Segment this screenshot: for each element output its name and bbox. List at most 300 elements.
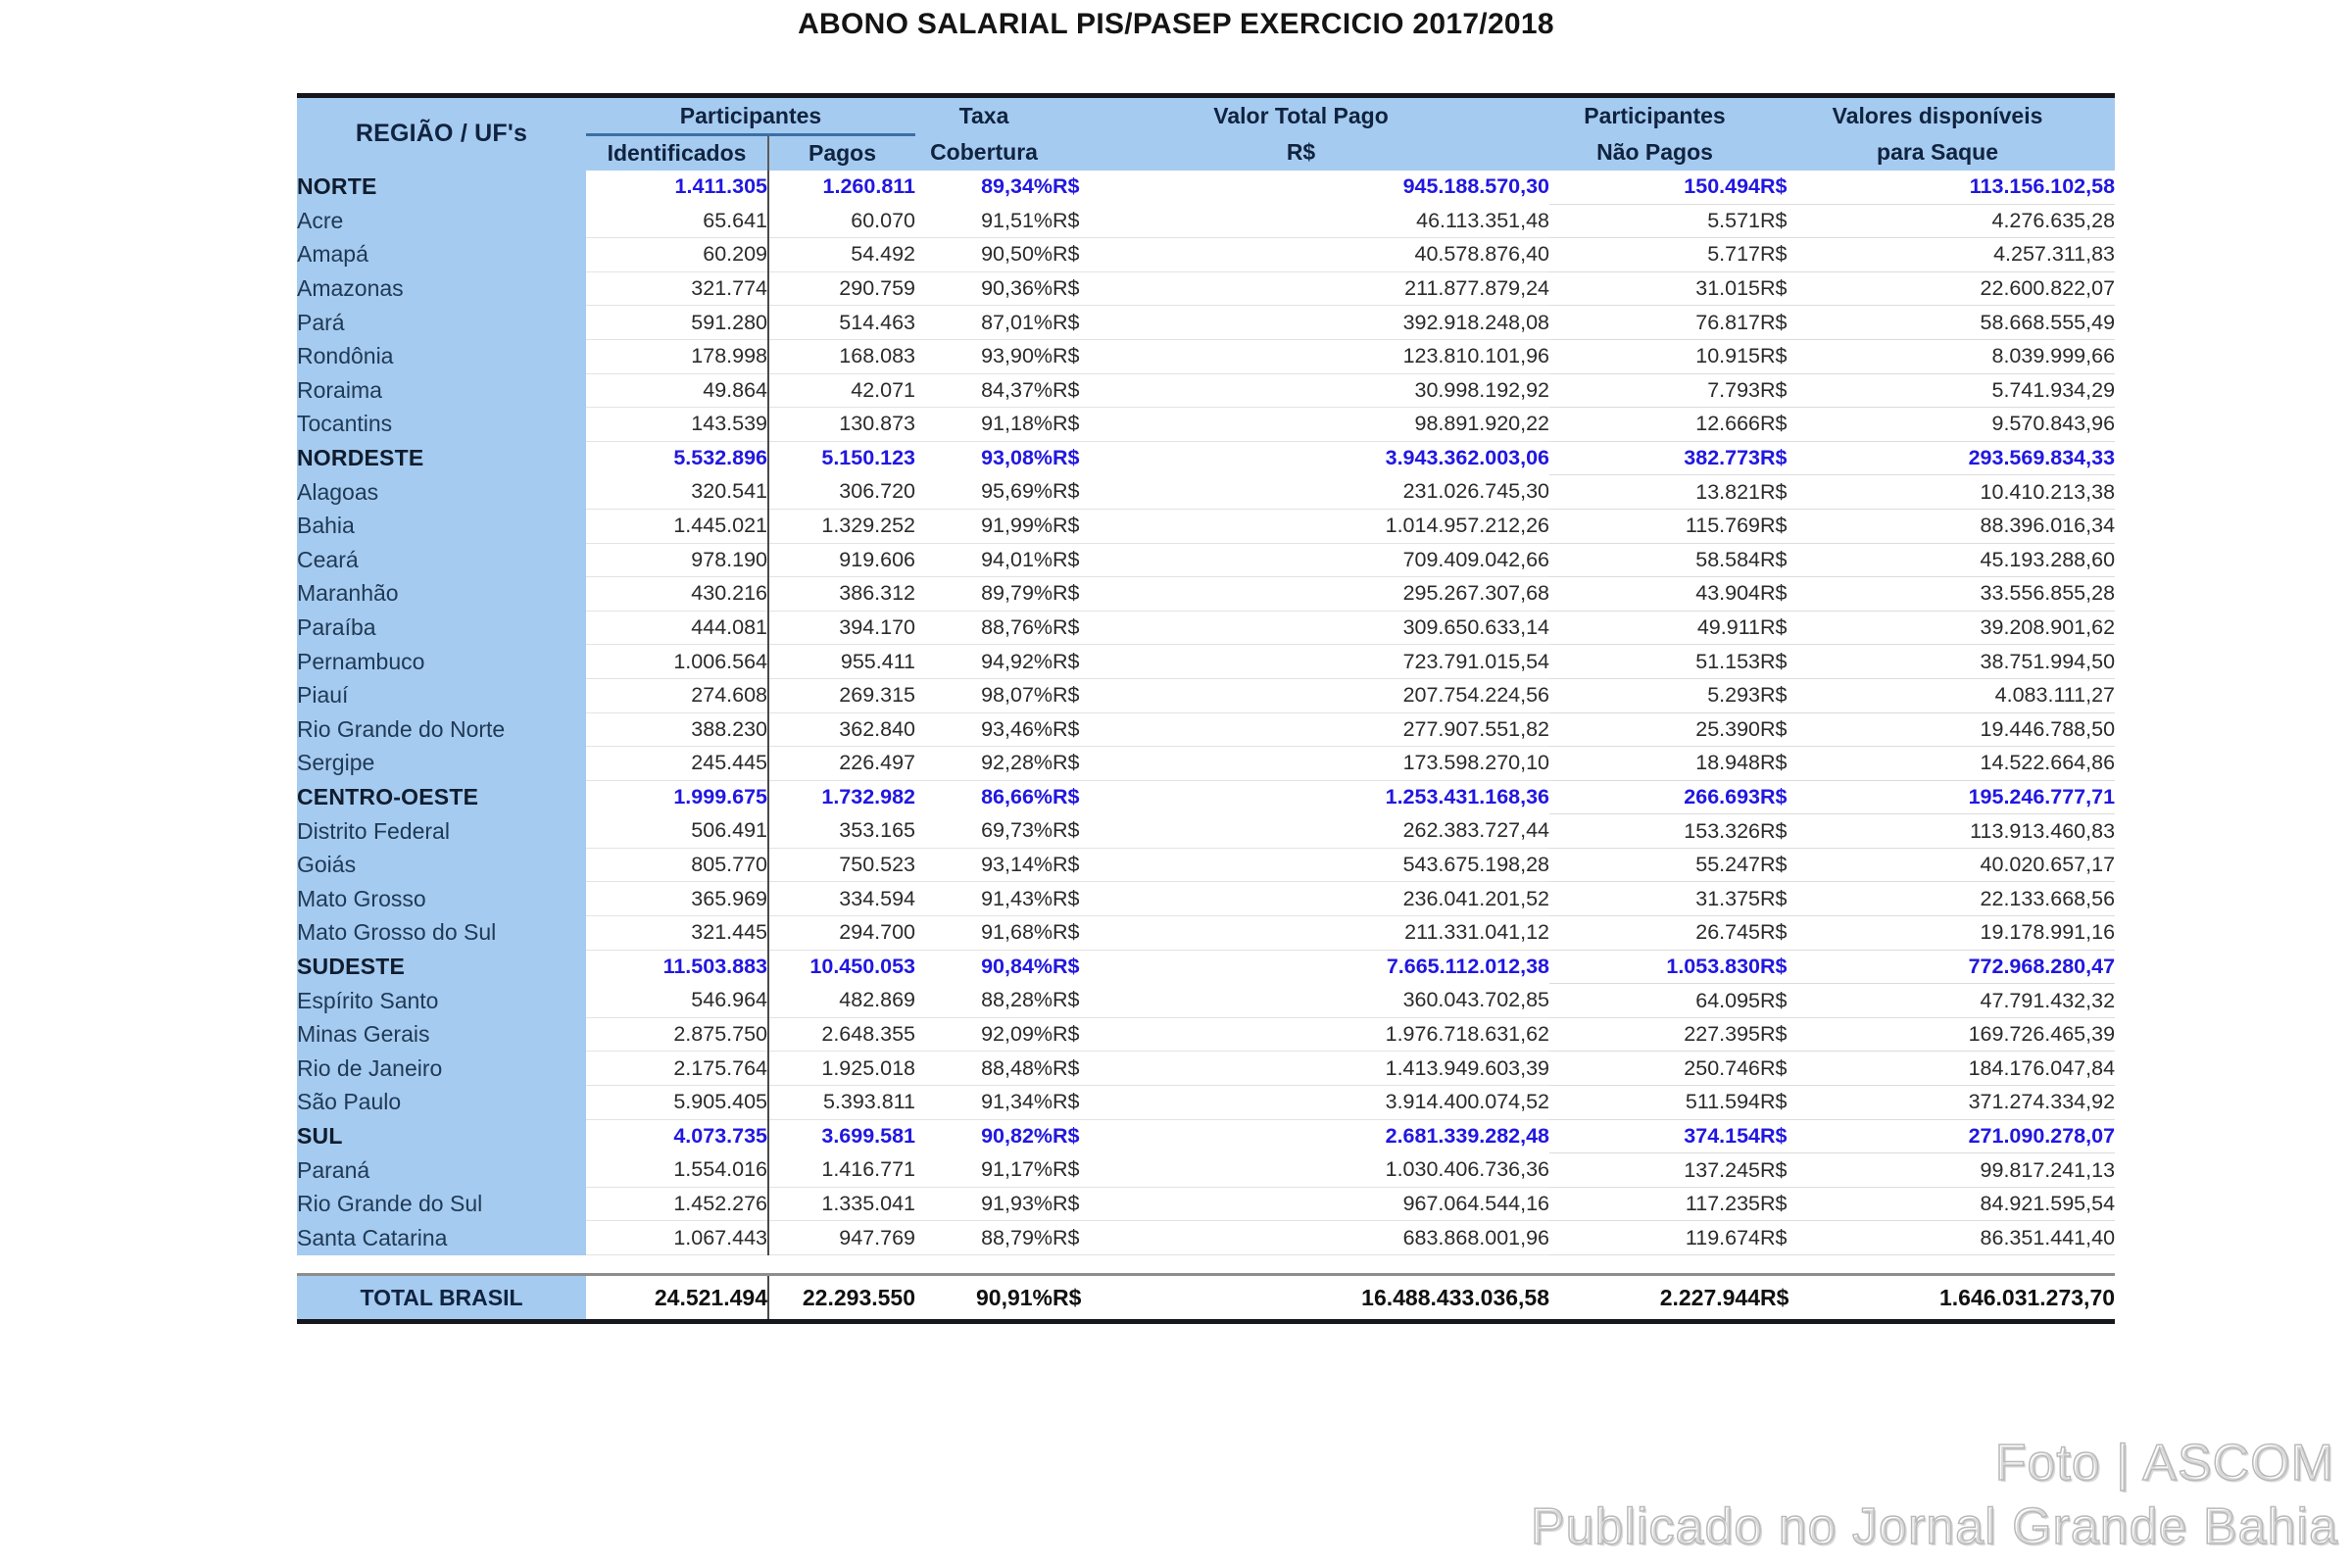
row-valor-disponivel: 19.178.991,16 bbox=[1811, 916, 2115, 951]
row-valor-disponivel: 84.921.595,54 bbox=[1811, 1187, 2115, 1221]
row-region-name: Mato Grosso bbox=[297, 882, 586, 916]
row-currency-2: R$ bbox=[1760, 814, 1811, 849]
row-currency-1: R$ bbox=[1053, 916, 1103, 951]
row-taxa: 93,08% bbox=[981, 446, 1054, 470]
row-valor-total: 7.665.112.012,38 bbox=[1386, 955, 1550, 979]
table-row bbox=[297, 543, 2115, 577]
total-identificados: 24.521.494 bbox=[586, 1275, 768, 1322]
total-taxa: 90,91% bbox=[915, 1275, 1053, 1322]
table-body bbox=[297, 171, 2115, 1255]
row-currency-1: R$ bbox=[1053, 1221, 1103, 1255]
row-taxa: 98,07% bbox=[915, 678, 1053, 712]
row-pagos: 3.699.581 bbox=[821, 1124, 916, 1149]
row-taxa: 91,68% bbox=[915, 916, 1053, 951]
row-region-name: SUL bbox=[297, 1119, 586, 1153]
table-row bbox=[297, 848, 2115, 882]
row-identificados: 2.175.764 bbox=[586, 1052, 768, 1086]
row-region-name: Ceará bbox=[297, 543, 586, 577]
row-taxa: 89,34% bbox=[981, 174, 1054, 199]
table-row bbox=[297, 306, 2115, 340]
table-row bbox=[297, 577, 2115, 612]
row-identificados: 321.774 bbox=[586, 271, 768, 306]
table-row bbox=[297, 1086, 2115, 1120]
row-pagos: 362.840 bbox=[768, 712, 915, 747]
row-currency-2: R$ bbox=[1760, 678, 1811, 712]
row-currency-1: R$ bbox=[1053, 174, 1080, 199]
row-nao-pagos: 250.746 bbox=[1549, 1052, 1760, 1086]
row-valor-total: 123.810.101,96 bbox=[1103, 339, 1549, 373]
row-valor-total: 46.113.351,48 bbox=[1103, 204, 1549, 238]
row-region-name: Rio Grande do Norte bbox=[297, 712, 586, 747]
row-valor-total: 211.331.041,12 bbox=[1103, 916, 1549, 951]
row-pagos: 353.165 bbox=[768, 814, 915, 849]
header-region-uf: REGIÃO / UF's bbox=[297, 96, 586, 171]
row-taxa: 88,79% bbox=[915, 1221, 1053, 1255]
row-taxa: 92,09% bbox=[915, 1017, 1053, 1052]
row-valor-disponivel: 14.522.664,86 bbox=[1811, 747, 2115, 781]
row-region-name: Pernambuco bbox=[297, 645, 586, 679]
row-currency-1: R$ bbox=[1053, 306, 1103, 340]
row-currency-1: R$ bbox=[1053, 1124, 1080, 1149]
row-currency-1: R$ bbox=[1053, 577, 1103, 612]
row-region-name: Mato Grosso do Sul bbox=[297, 916, 586, 951]
row-currency-2: R$ bbox=[1760, 1153, 1811, 1188]
total-disponivel: 1.646.031.273,70 bbox=[1811, 1275, 2115, 1322]
table-row bbox=[297, 238, 2115, 272]
row-pagos: 2.648.355 bbox=[768, 1017, 915, 1052]
row-valor-disponivel: 38.751.994,50 bbox=[1811, 645, 2115, 679]
row-valor-disponivel: 5.741.934,29 bbox=[1811, 373, 2115, 408]
row-pagos: 306.720 bbox=[768, 475, 915, 510]
row-taxa: 94,01% bbox=[915, 543, 1053, 577]
row-taxa: 91,51% bbox=[915, 204, 1053, 238]
row-nao-pagos: 374.154 bbox=[1549, 1119, 1760, 1153]
row-taxa: 90,84% bbox=[981, 955, 1054, 979]
row-valor-total: 392.918.248,08 bbox=[1103, 306, 1549, 340]
table-row bbox=[297, 611, 2115, 645]
row-taxa: 91,43% bbox=[915, 882, 1053, 916]
row-region-name: NORTE bbox=[297, 171, 586, 205]
row-valor-disponivel: 58.668.555,49 bbox=[1811, 306, 2115, 340]
row-nao-pagos: 227.395 bbox=[1549, 1017, 1760, 1052]
row-pagos: 750.523 bbox=[768, 848, 915, 882]
row-identificados: 1.452.276 bbox=[586, 1187, 768, 1221]
row-identificados: 320.541 bbox=[586, 475, 768, 510]
header-cobertura: Cobertura bbox=[915, 135, 1053, 171]
row-valor-disponivel: 4.083.111,27 bbox=[1811, 678, 2115, 712]
header-valores-disponiveis: Valores disponíveis bbox=[1760, 96, 2115, 135]
row-valor-disponivel: 45.193.288,60 bbox=[1811, 543, 2115, 577]
header-participantes-nao: Participantes bbox=[1549, 96, 1760, 135]
row-identificados: 5.532.896 bbox=[586, 441, 768, 475]
table-row bbox=[297, 678, 2115, 712]
row-valor-total: 236.041.201,52 bbox=[1103, 882, 1549, 916]
table-row bbox=[297, 1017, 2115, 1052]
table-row bbox=[297, 984, 2115, 1018]
row-taxa: 93,14% bbox=[915, 848, 1053, 882]
table-row bbox=[297, 916, 2115, 951]
row-currency-2: R$ bbox=[1760, 611, 1811, 645]
row-currency-1: R$ bbox=[1053, 408, 1103, 442]
row-identificados: 245.445 bbox=[586, 747, 768, 781]
row-nao-pagos: 1.053.830 bbox=[1549, 950, 1760, 984]
row-taxa: 93,90% bbox=[915, 339, 1053, 373]
row-pagos: 60.070 bbox=[768, 204, 915, 238]
row-currency-2: R$ bbox=[1760, 509, 1811, 543]
row-nao-pagos: 13.821 bbox=[1549, 475, 1760, 510]
watermark-publisher: Publicado no Jornal Grande Bahia bbox=[1530, 1498, 2338, 1555]
watermark-credit: Foto | ASCOM bbox=[1994, 1435, 2334, 1492]
row-pagos: 5.150.123 bbox=[821, 446, 916, 470]
row-identificados: 321.445 bbox=[586, 916, 768, 951]
row-region-name: Amazonas bbox=[297, 271, 586, 306]
row-region-name: Distrito Federal bbox=[297, 814, 586, 849]
total-label: TOTAL BRASIL bbox=[297, 1275, 586, 1322]
row-region-name: Roraima bbox=[297, 373, 586, 408]
row-valor-disponivel: 22.600.822,07 bbox=[1811, 271, 2115, 306]
header-para-saque: para Saque bbox=[1760, 135, 2115, 171]
row-nao-pagos: 137.245 bbox=[1549, 1153, 1760, 1188]
row-pagos: 294.700 bbox=[768, 916, 915, 951]
row-currency-1: R$ bbox=[1053, 271, 1103, 306]
row-pagos: 226.497 bbox=[768, 747, 915, 781]
row-taxa: 91,99% bbox=[915, 509, 1053, 543]
row-currency-1: R$ bbox=[1053, 814, 1103, 849]
header-identificados: Identificados bbox=[586, 135, 768, 171]
row-currency-1: R$ bbox=[1053, 373, 1103, 408]
row-nao-pagos: 5.293 bbox=[1549, 678, 1760, 712]
row-valor-total: 945.188.570,30 bbox=[1402, 174, 1550, 199]
total-brasil-row bbox=[297, 1275, 2115, 1322]
row-region-name: Goiás bbox=[297, 848, 586, 882]
row-taxa: 88,76% bbox=[915, 611, 1053, 645]
row-identificados: 805.770 bbox=[586, 848, 768, 882]
table-row bbox=[297, 1221, 2115, 1255]
row-nao-pagos: 511.594 bbox=[1549, 1086, 1760, 1120]
row-nao-pagos: 51.153 bbox=[1549, 645, 1760, 679]
row-nao-pagos: 76.817 bbox=[1549, 306, 1760, 340]
row-valor-total: 3.943.362.003,06 bbox=[1385, 446, 1550, 470]
row-identificados: 1.411.305 bbox=[586, 171, 768, 205]
row-currency-2: R$ bbox=[1760, 271, 1811, 306]
row-identificados: 506.491 bbox=[586, 814, 768, 849]
row-taxa: 86,66% bbox=[981, 785, 1054, 809]
row-identificados: 274.608 bbox=[586, 678, 768, 712]
row-valor-total: 1.014.957.212,26 bbox=[1103, 509, 1549, 543]
row-currency-2: R$ bbox=[1760, 1221, 1811, 1255]
row-currency-2: R$ bbox=[1760, 373, 1811, 408]
row-identificados: 60.209 bbox=[586, 238, 768, 272]
page-title: ABONO SALARIAL PIS/PASEP EXERCICIO 2017/2018 bbox=[798, 8, 1554, 40]
row-nao-pagos: 58.584 bbox=[1549, 543, 1760, 577]
row-currency-2: R$ bbox=[1760, 339, 1811, 373]
row-valor-disponivel: 47.791.432,32 bbox=[1811, 984, 2115, 1018]
row-nao-pagos: 115.769 bbox=[1549, 509, 1760, 543]
row-valor-total: 967.064.544,16 bbox=[1103, 1187, 1549, 1221]
row-region-name: Bahia bbox=[297, 509, 586, 543]
row-currency-2: R$ bbox=[1760, 171, 1811, 205]
row-currency-2: R$ bbox=[1760, 306, 1811, 340]
table-row bbox=[297, 814, 2115, 849]
row-region-name: Rio de Janeiro bbox=[297, 1052, 586, 1086]
row-pagos: 42.071 bbox=[768, 373, 915, 408]
row-pagos: 54.492 bbox=[768, 238, 915, 272]
row-valor-disponivel: 99.817.241,13 bbox=[1811, 1153, 2115, 1188]
row-region-name: Pará bbox=[297, 306, 586, 340]
table-row bbox=[297, 780, 2115, 814]
row-currency-1: R$ bbox=[1053, 785, 1080, 809]
row-taxa: 90,82% bbox=[981, 1124, 1054, 1149]
row-taxa: 95,69% bbox=[915, 475, 1053, 510]
row-valor-total: 1.976.718.631,62 bbox=[1103, 1017, 1549, 1052]
row-region-name: Paraná bbox=[297, 1153, 586, 1188]
row-currency-1: R$ bbox=[1053, 238, 1103, 272]
table-row bbox=[297, 950, 2115, 984]
row-currency-2: R$ bbox=[1760, 984, 1811, 1018]
row-region-name: Amapá bbox=[297, 238, 586, 272]
row-valor-total: 1.030.406.736,36 bbox=[1103, 1153, 1549, 1188]
row-identificados: 388.230 bbox=[586, 712, 768, 747]
row-valor-disponivel: 195.246.777,71 bbox=[1811, 780, 2115, 814]
row-currency-1: R$ bbox=[1053, 339, 1103, 373]
row-taxa: 91,93% bbox=[915, 1187, 1053, 1221]
row-currency-1: R$ bbox=[1053, 611, 1103, 645]
row-identificados: 49.864 bbox=[586, 373, 768, 408]
row-pagos: 482.869 bbox=[768, 984, 915, 1018]
row-currency-1: R$ bbox=[1053, 1153, 1103, 1188]
row-currency-2: R$ bbox=[1760, 780, 1811, 814]
row-nao-pagos: 18.948 bbox=[1549, 747, 1760, 781]
table-header bbox=[297, 96, 2115, 171]
row-valor-disponivel: 113.156.102,58 bbox=[1811, 171, 2115, 205]
row-pagos: 334.594 bbox=[768, 882, 915, 916]
row-valor-total: 360.043.702,85 bbox=[1103, 984, 1549, 1018]
row-nao-pagos: 43.904 bbox=[1549, 577, 1760, 612]
row-nao-pagos: 150.494 bbox=[1549, 171, 1760, 205]
row-valor-disponivel: 4.276.635,28 bbox=[1811, 204, 2115, 238]
row-currency-2: R$ bbox=[1760, 848, 1811, 882]
row-taxa: 89,79% bbox=[915, 577, 1053, 612]
row-currency-2: R$ bbox=[1760, 1187, 1811, 1221]
row-region-name: Rondônia bbox=[297, 339, 586, 373]
row-currency-1: R$ bbox=[1053, 475, 1103, 510]
row-currency-2: R$ bbox=[1760, 645, 1811, 679]
row-taxa: 91,17% bbox=[915, 1153, 1053, 1188]
row-valor-total: 30.998.192,92 bbox=[1103, 373, 1549, 408]
row-valor-disponivel: 22.133.668,56 bbox=[1811, 882, 2115, 916]
row-nao-pagos: 49.911 bbox=[1549, 611, 1760, 645]
row-pagos: 1.335.041 bbox=[768, 1187, 915, 1221]
row-region-name: Paraíba bbox=[297, 611, 586, 645]
header-valor-unit: R$ bbox=[1053, 135, 1549, 171]
row-currency-2: R$ bbox=[1760, 916, 1811, 951]
row-nao-pagos: 119.674 bbox=[1549, 1221, 1760, 1255]
row-valor-disponivel: 8.039.999,66 bbox=[1811, 339, 2115, 373]
header-taxa: Taxa bbox=[915, 96, 1053, 135]
row-valor-disponivel: 772.968.280,47 bbox=[1811, 950, 2115, 984]
row-taxa: 69,73% bbox=[915, 814, 1053, 849]
row-region-name: Espírito Santo bbox=[297, 984, 586, 1018]
row-nao-pagos: 5.717 bbox=[1549, 238, 1760, 272]
table-row bbox=[297, 339, 2115, 373]
row-currency-2: R$ bbox=[1760, 1119, 1811, 1153]
row-valor-disponivel: 184.176.047,84 bbox=[1811, 1052, 2115, 1086]
row-nao-pagos: 31.375 bbox=[1549, 882, 1760, 916]
row-nao-pagos: 55.247 bbox=[1549, 848, 1760, 882]
row-valor-total: 231.026.745,30 bbox=[1103, 475, 1549, 510]
total-pagos: 22.293.550 bbox=[768, 1275, 915, 1322]
row-pagos: 5.393.811 bbox=[768, 1086, 915, 1120]
row-currency-1: R$ bbox=[1053, 509, 1103, 543]
table-row bbox=[297, 747, 2115, 781]
row-valor-disponivel: 113.913.460,83 bbox=[1811, 814, 2115, 849]
row-currency-2: R$ bbox=[1760, 712, 1811, 747]
row-taxa: 88,48% bbox=[915, 1052, 1053, 1086]
row-identificados: 11.503.883 bbox=[586, 950, 768, 984]
row-nao-pagos: 7.793 bbox=[1549, 373, 1760, 408]
row-valor-disponivel: 88.396.016,34 bbox=[1811, 509, 2115, 543]
row-valor-total: 98.891.920,22 bbox=[1103, 408, 1549, 442]
row-currency-1: R$ bbox=[1053, 543, 1103, 577]
row-nao-pagos: 64.095 bbox=[1549, 984, 1760, 1018]
total-valor: 16.488.433.036,58 bbox=[1103, 1275, 1549, 1322]
total-nao-pagos: 2.227.944 bbox=[1549, 1275, 1760, 1322]
row-valor-disponivel: 10.410.213,38 bbox=[1811, 475, 2115, 510]
row-region-name: Sergipe bbox=[297, 747, 586, 781]
row-identificados: 1.006.564 bbox=[586, 645, 768, 679]
row-currency-2: R$ bbox=[1760, 441, 1811, 475]
row-taxa: 90,50% bbox=[915, 238, 1053, 272]
row-pagos: 168.083 bbox=[768, 339, 915, 373]
row-valor-disponivel: 86.351.441,40 bbox=[1811, 1221, 2115, 1255]
row-valor-total: 207.754.224,56 bbox=[1103, 678, 1549, 712]
row-identificados: 546.964 bbox=[586, 984, 768, 1018]
row-taxa: 92,28% bbox=[915, 747, 1053, 781]
row-identificados: 4.073.735 bbox=[586, 1119, 768, 1153]
row-valor-disponivel: 4.257.311,83 bbox=[1811, 238, 2115, 272]
row-identificados: 1.067.443 bbox=[586, 1221, 768, 1255]
row-identificados: 978.190 bbox=[586, 543, 768, 577]
row-pagos: 955.411 bbox=[768, 645, 915, 679]
header-nao-pagos: Não Pagos bbox=[1549, 135, 1760, 171]
row-valor-disponivel: 271.090.278,07 bbox=[1811, 1119, 2115, 1153]
row-pagos: 269.315 bbox=[768, 678, 915, 712]
row-currency-1: R$ bbox=[1053, 1187, 1103, 1221]
row-valor-total: 723.791.015,54 bbox=[1103, 645, 1549, 679]
row-currency-1: R$ bbox=[1053, 984, 1103, 1018]
row-currency-1: R$ bbox=[1053, 712, 1103, 747]
row-valor-total: 40.578.876,40 bbox=[1103, 238, 1549, 272]
row-currency-1: R$ bbox=[1053, 848, 1103, 882]
row-currency-2: R$ bbox=[1760, 577, 1811, 612]
row-currency-2: R$ bbox=[1760, 1052, 1811, 1086]
row-region-name: Minas Gerais bbox=[297, 1017, 586, 1052]
row-region-name: Santa Catarina bbox=[297, 1221, 586, 1255]
row-pagos: 1.925.018 bbox=[768, 1052, 915, 1086]
row-valor-disponivel: 19.446.788,50 bbox=[1811, 712, 2115, 747]
row-valor-disponivel: 33.556.855,28 bbox=[1811, 577, 2115, 612]
row-currency-2: R$ bbox=[1760, 882, 1811, 916]
row-region-name: NORDESTE bbox=[297, 441, 586, 475]
table-row bbox=[297, 712, 2115, 747]
row-valor-total: 2.681.339.282,48 bbox=[1385, 1124, 1550, 1149]
table-row bbox=[297, 171, 2115, 205]
row-valor-total: 3.914.400.074,52 bbox=[1103, 1086, 1549, 1120]
header-participantes-group: Participantes bbox=[586, 96, 915, 135]
row-valor-disponivel: 371.274.334,92 bbox=[1811, 1086, 2115, 1120]
row-nao-pagos: 26.745 bbox=[1549, 916, 1760, 951]
row-currency-2: R$ bbox=[1760, 1086, 1811, 1120]
row-currency-2: R$ bbox=[1760, 1017, 1811, 1052]
row-identificados: 444.081 bbox=[586, 611, 768, 645]
row-identificados: 430.216 bbox=[586, 577, 768, 612]
row-taxa: 91,18% bbox=[915, 408, 1053, 442]
row-currency-2: R$ bbox=[1760, 950, 1811, 984]
row-valor-total: 683.868.001,96 bbox=[1103, 1221, 1549, 1255]
row-identificados: 1.999.675 bbox=[586, 780, 768, 814]
row-region-name: Piauí bbox=[297, 678, 586, 712]
row-currency-1: R$ bbox=[1053, 882, 1103, 916]
row-pagos: 514.463 bbox=[768, 306, 915, 340]
table-container bbox=[297, 93, 2116, 1324]
row-pagos: 394.170 bbox=[768, 611, 915, 645]
row-currency-1: R$ bbox=[1053, 446, 1080, 470]
row-currency-2: R$ bbox=[1760, 543, 1811, 577]
row-region-name: São Paulo bbox=[297, 1086, 586, 1120]
row-identificados: 1.445.021 bbox=[586, 509, 768, 543]
row-region-name: Maranhão bbox=[297, 577, 586, 612]
row-nao-pagos: 382.773 bbox=[1549, 441, 1760, 475]
row-nao-pagos: 117.235 bbox=[1549, 1187, 1760, 1221]
row-pagos: 1.329.252 bbox=[768, 509, 915, 543]
table-row bbox=[297, 1119, 2115, 1153]
table-row bbox=[297, 475, 2115, 510]
row-currency-1: R$ bbox=[1053, 204, 1103, 238]
row-pagos: 947.769 bbox=[768, 1221, 915, 1255]
row-region-name: SUDESTE bbox=[297, 950, 586, 984]
row-currency-1: R$ bbox=[1053, 678, 1103, 712]
row-pagos: 1.416.771 bbox=[768, 1153, 915, 1188]
row-currency-1: R$ bbox=[1053, 1086, 1103, 1120]
row-pagos: 919.606 bbox=[768, 543, 915, 577]
row-valor-total: 543.675.198,28 bbox=[1103, 848, 1549, 882]
row-identificados: 178.998 bbox=[586, 339, 768, 373]
row-identificados: 143.539 bbox=[586, 408, 768, 442]
row-nao-pagos: 25.390 bbox=[1549, 712, 1760, 747]
row-currency-2: R$ bbox=[1760, 747, 1811, 781]
row-nao-pagos: 5.571 bbox=[1549, 204, 1760, 238]
row-region-name: Tocantins bbox=[297, 408, 586, 442]
row-identificados: 1.554.016 bbox=[586, 1153, 768, 1188]
row-taxa: 88,28% bbox=[915, 984, 1053, 1018]
row-identificados: 365.969 bbox=[586, 882, 768, 916]
table-row bbox=[297, 408, 2115, 442]
row-valor-total: 262.383.727,44 bbox=[1103, 814, 1549, 849]
table-row bbox=[297, 645, 2115, 679]
row-identificados: 5.905.405 bbox=[586, 1086, 768, 1120]
row-taxa: 94,92% bbox=[915, 645, 1053, 679]
row-pagos: 386.312 bbox=[768, 577, 915, 612]
row-valor-total: 1.253.431.168,36 bbox=[1385, 785, 1550, 809]
row-region-name: Alagoas bbox=[297, 475, 586, 510]
row-nao-pagos: 266.693 bbox=[1549, 780, 1760, 814]
table-footer bbox=[297, 1255, 2115, 1322]
row-currency-2: R$ bbox=[1760, 204, 1811, 238]
header-valor-total-pago: Valor Total Pago bbox=[1053, 96, 1549, 135]
row-valor-total: 277.907.551,82 bbox=[1103, 712, 1549, 747]
row-taxa: 91,34% bbox=[915, 1086, 1053, 1120]
row-currency-1: R$ bbox=[1053, 1017, 1103, 1052]
